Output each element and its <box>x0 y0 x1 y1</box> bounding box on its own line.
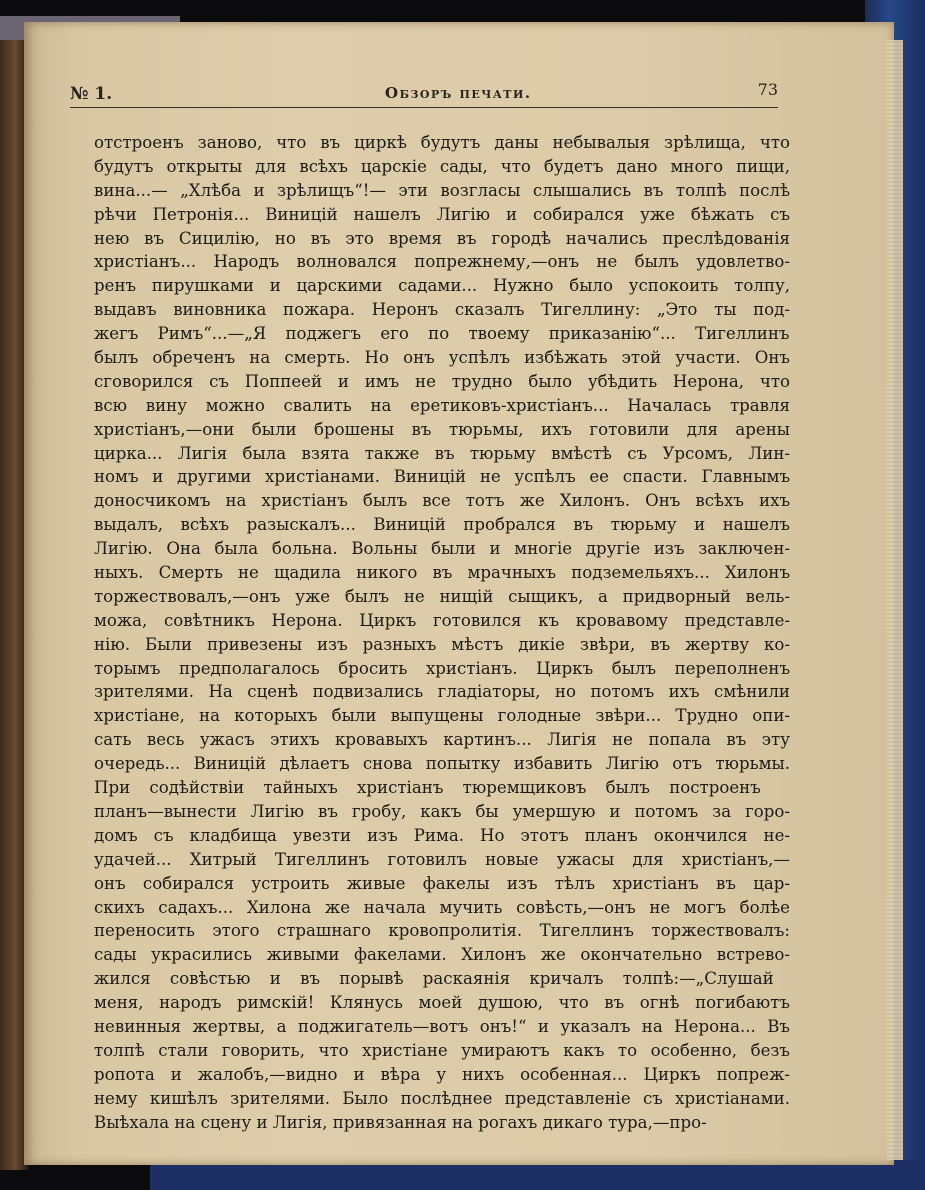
body-text <box>94 131 790 1134</box>
text-line: меня, народъ римскій! Клянусь моей душою, что въ огнѣ погибаютъ <box>94 993 790 1013</box>
text-line: ренъ пирушками и царскими садами... Нужно было успокоить толпу, <box>94 276 790 296</box>
text-line: христіанъ,—они были брошены въ тюрьмы, ихъ готовили для арены <box>94 419 790 439</box>
text-line: Лигію. Она была больна. Вольны были и многіе другіе изъ заключен- <box>94 539 790 559</box>
text-line: цирка... Лигія была взята также въ тюрьму вмѣстѣ съ Урсомъ, Лин- <box>94 443 790 463</box>
text-line: сады украсились живыми факелами. Хилонъ же окончательно встрево- <box>94 945 790 965</box>
running-header <box>70 82 778 106</box>
text-line: онъ собирался устроить живые факелы изъ тѣлъ христіанъ въ цар- <box>94 873 790 893</box>
section-title: Обзоръ печати. <box>385 84 532 102</box>
text-line: скихъ садахъ... Хилона же начала мучить совѣсть,—онъ не могъ болѣе <box>94 897 790 917</box>
text-line: очередь... Виницій дѣлаетъ снова попытку избавить Лигію отъ тюрьмы. <box>94 754 790 774</box>
text-line: нію. Были привезены изъ разныхъ мѣстъ дикіе звѣри, въ жертву ко- <box>94 634 790 654</box>
text-line: жился совѣстью и въ порывѣ раскаянія кричалъ толпѣ:—„Слушай <box>94 969 774 989</box>
issue-number: № 1. <box>70 84 113 104</box>
text-line: былъ обреченъ на смерть. Но онъ успѣлъ избѣжать этой участи. Онъ <box>94 348 790 368</box>
text-line: вина...— „Хлѣба и зрѣлищъ“!— эти возгласы слышались въ толпѣ послѣ <box>94 180 790 200</box>
text-line: При содѣйствіи тайныхъ христіанъ тюремщиковъ былъ построенъ <box>94 778 761 798</box>
page-stack-edge <box>887 40 903 1160</box>
text-line: сать весь ужасъ этихъ кровавыхъ картинъ... Лигія не попала въ эту <box>94 730 790 750</box>
page-number: 73 <box>757 80 778 99</box>
text-line: христіанъ... Народъ волновался попрежнему,—онъ не былъ удовлетво- <box>94 252 790 272</box>
text-line: нему кишѣлъ зрителями. Было послѣднее представленіе съ христіанами. <box>94 1088 790 1108</box>
text-line: всю вину можно свалить на еретиковъ-христіанъ... Началась травля <box>94 395 790 415</box>
text-line: ныхъ. Смерть не щадила никого въ мрачныхъ подземельяхъ... Хилонъ <box>94 563 790 583</box>
text-line: отстроенъ заново, что въ циркѣ будутъ даны небывалыя зрѣлища, что <box>94 133 790 152</box>
text-line: выдавъ виновника пожара. Неронъ сказалъ Тигеллину: „Это ты под- <box>94 300 790 320</box>
text-line: невинныя жертвы, а поджигатель—вотъ онъ!“ и указалъ на Нерона... Въ <box>94 1016 790 1036</box>
text-line: Выѣхала на сцену и Лигія, привязанная на рогахъ дикаго тура,—про- <box>94 1112 707 1132</box>
text-line: переносить этого страшнаго кровопролитія. Тигеллинъ торжествовалъ: <box>94 921 790 941</box>
text-line: жегъ Римъ“...—„Я поджегъ его по твоему приказанію“... Тигеллинъ <box>94 324 790 344</box>
text-line: нею въ Сицилію, но въ это время въ городѣ начались преслѣдованія <box>94 228 790 248</box>
text-line: номъ и другими христіанами. Виницій не успѣлъ ее спасти. Главнымъ <box>94 467 790 487</box>
text-line: торымъ предполагалось бросить христіанъ. Циркъ былъ переполненъ <box>94 658 790 678</box>
text-line: выдалъ, всѣхъ разыскалъ... Виницій пробрался въ тюрьму и нашелъ <box>94 515 790 535</box>
header-rule <box>70 107 778 108</box>
text-line: будутъ открыты для всѣхъ царскіе сады, что будетъ дано много пищи, <box>94 156 790 176</box>
text-line: толпѣ стали говорить, что христіане умираютъ какъ то особенно, безъ <box>94 1040 790 1060</box>
text-line: христіане, на которыхъ были выпущены голодные звѣри... Трудно опи- <box>94 706 790 726</box>
text-line: можа, совѣтникъ Нерона. Циркъ готовился къ кровавому представле- <box>94 610 790 630</box>
text-line: удачей... Хитрый Тигеллинъ готовилъ новые ужасы для христіанъ,— <box>94 849 790 869</box>
text-line: планъ—вынести Лигію въ гробу, какъ бы умершую и потомъ за горо- <box>94 801 790 821</box>
text-line: ропота и жалобъ,—видно и вѣра у нихъ особенная... Циркъ попреж- <box>94 1064 790 1084</box>
text-line: доносчикомъ на христіанъ былъ все тотъ же Хилонъ. Онъ всѣхъ ихъ <box>94 491 790 511</box>
text-line: зрителями. На сценѣ подвизались гладіаторы, но потомъ ихъ смѣнили <box>94 682 790 702</box>
text-line: торжествовалъ,—онъ уже былъ не нищій сыщикъ, а придворный вель- <box>94 586 790 606</box>
text-line: домъ съ кладбища увезти изъ Рима. Но этотъ планъ окончился не- <box>94 825 790 845</box>
text-line: рѣчи Петронія... Виницій нашелъ Лигію и собирался уже бѣжать съ <box>94 204 790 224</box>
text-line: сговорился съ Поппеей и имъ не трудно было убѣдить Нерона, что <box>94 371 790 391</box>
